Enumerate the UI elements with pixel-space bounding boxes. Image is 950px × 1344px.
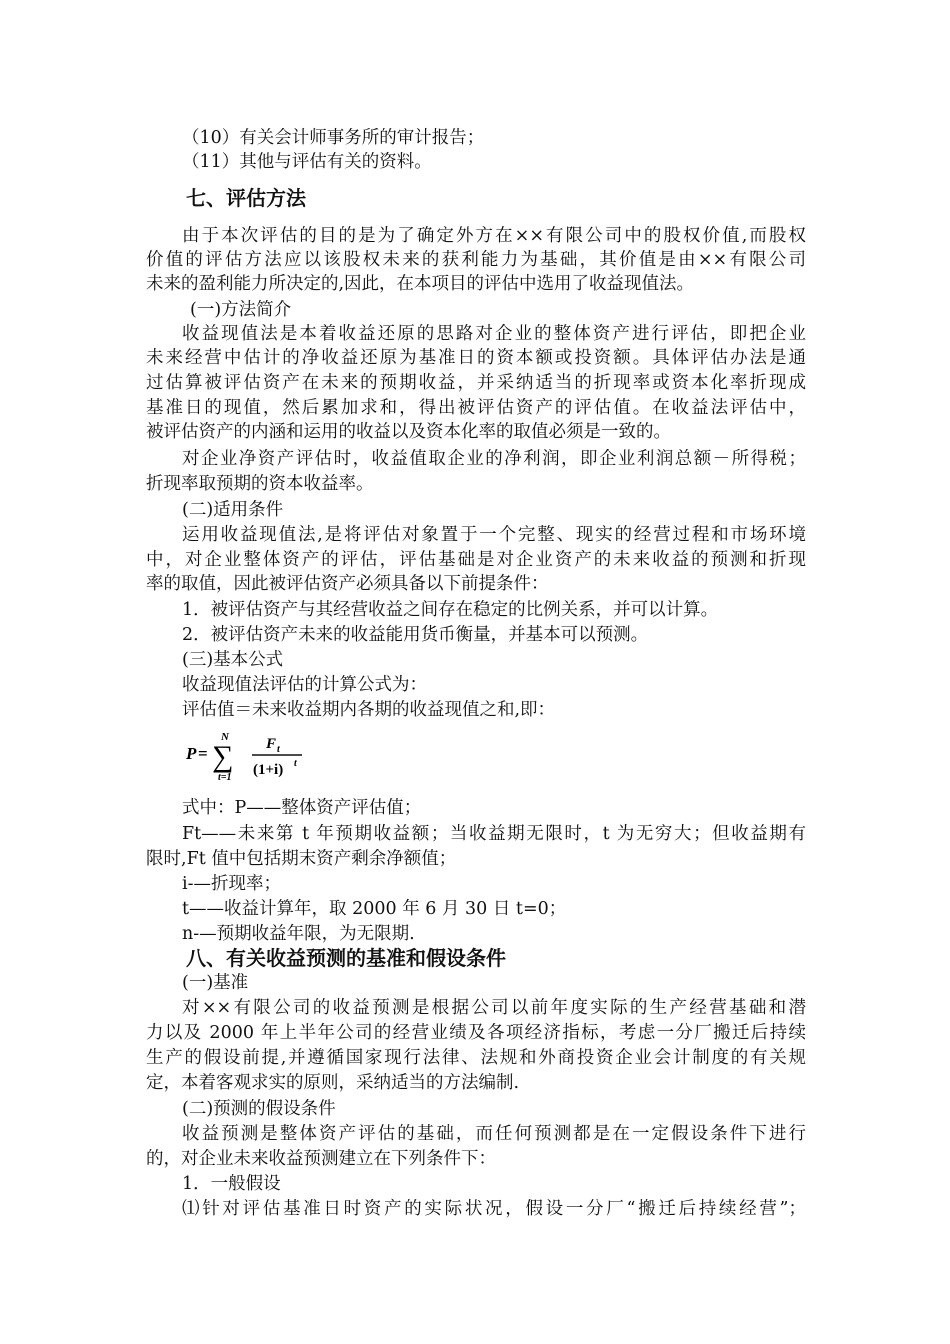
assumption-item: ⑴针对评估基准日时资产的实际状况，假设一分厂“搬迁后持续经营”；	[182, 1199, 806, 1219]
paragraph-line: 未来经营中估计的净收益还原为基准日的资本额或投资额。具体评估办法是通	[146, 348, 806, 368]
definition-line: 限时,Ft 值中包括期末资产剩余净额值；	[146, 849, 457, 869]
paragraph-line: 的，对企业未来收益预测建立在下列条件下：	[146, 1149, 496, 1169]
formula-lhs: P	[186, 744, 197, 763]
list-item-10: （10）有关会计师事务所的审计报告；	[182, 128, 485, 148]
paragraph-line: 收益预测是整体资产评估的基础，而任何预测都是在一定假设条件下进行	[182, 1124, 806, 1144]
subsection-heading: (一)基准	[182, 973, 249, 993]
paragraph-line: 被评估资产的内涵和运用的收益以及资本化率的取值必须是一致的。	[146, 422, 671, 442]
formula-denominator: (1+i)	[253, 762, 284, 778]
paragraph-line: 生产的假设前提,并遵循国家现行法律、法规和外商投资企业会计制度的有关规	[146, 1048, 806, 1068]
subsection-heading: (二)适用条件	[182, 500, 284, 520]
formula-denominator-exp: t	[294, 758, 297, 769]
paragraph-line: 折现率取预期的资本收益率。	[146, 474, 374, 494]
formula-numerator: F	[266, 736, 277, 752]
formula-upper-limit: N	[221, 731, 229, 743]
paragraph-line: 中，对企业整体资产的评估，评估基础是对企业资产的未来收益的预测和折现	[146, 550, 806, 570]
paragraph-line: 基准日的现值，然后累加求和，得出被评估资产的评估值。在收益法评估中，	[146, 398, 806, 418]
formula-equals: =	[198, 744, 208, 763]
definition-line: Ft——未来第 t 年预期收益额；当收益期无限时，t 为无穷大；但收益期有	[182, 824, 806, 844]
paragraph-line: 由于本次评估的目的是为了确定外方在××有限公司中的股权价值,而股权	[182, 226, 806, 246]
subsection-heading: (三)基本公式	[182, 650, 284, 670]
subsection-heading: (一)方法简介	[190, 300, 292, 320]
paragraph-line: 对企业净资产评估时，收益值取企业的净利润，即企业利润总额－所得税；	[182, 449, 806, 469]
formula-lower-limit: t=1	[218, 772, 232, 783]
paragraph-line: 定，本着客观求实的原则，采纳适当的方法编制.	[146, 1073, 520, 1093]
definition-line: i-—折现率；	[182, 874, 282, 894]
formula-sigma: ∑	[212, 740, 234, 773]
paragraph-line: 收益现值法是本着收益还原的思路对企业的整体资产进行评估，即把企业	[182, 324, 806, 344]
paragraph-line: 收益现值法评估的计算公式为：	[182, 675, 427, 695]
condition-item: 1．被评估资产与其经营收益之间存在稳定的比例关系，并可以计算。	[182, 600, 719, 620]
paragraph-line: 评估值＝未来收益期内各期的收益现值之和,即：	[182, 700, 556, 720]
present-value-formula	[184, 728, 314, 784]
paragraph-line: 过估算被评估资产在未来的预期收益，并采纳适当的折现率或资本化率折现成	[146, 373, 806, 393]
paragraph-line: 未来的盈利能力所决定的,因此，在本项目的评估中选用了收益现值法。	[146, 274, 695, 294]
assumption-heading: 1．一般假设	[182, 1174, 281, 1194]
definition-line: 式中：P——整体资产评估值；	[182, 798, 422, 818]
paragraph-line: 价值的评估方法应以该股权未来的获利能力为基础，其价值是由××有限公司	[146, 250, 806, 270]
list-item-11: （11）其他与评估有关的资料。	[182, 152, 432, 172]
paragraph-line: 率的取值，因此被评估资产必须具备以下前提条件：	[146, 574, 549, 594]
formula-numerator-sub: t	[277, 744, 280, 755]
section-heading-8: 八、有关收益预测的基准和假设条件	[186, 946, 506, 970]
paragraph-line: 力以及 2000 年上半年公司的经营业绩及各项经济指标，考虑一分厂搬迁后持续	[146, 1023, 806, 1043]
subsection-heading: (二)预测的假设条件	[182, 1099, 336, 1119]
paragraph-line: 运用收益现值法,是将评估对象置于一个完整、现实的经营过程和市场环境	[182, 525, 806, 545]
paragraph-line: 对××有限公司的收益预测是根据公司以前年度实际的生产经营基础和潜	[182, 998, 806, 1018]
section-heading-7: 七、评估方法	[186, 186, 306, 210]
definition-line: t——收益计算年，取 2000 年 6 月 30 日 t=0；	[182, 899, 567, 919]
condition-item: 2．被评估资产未来的收益能用货币衡量，并基本可以预测。	[182, 625, 649, 645]
definition-line: n-—预期收益年限，为无限期.	[182, 924, 415, 944]
